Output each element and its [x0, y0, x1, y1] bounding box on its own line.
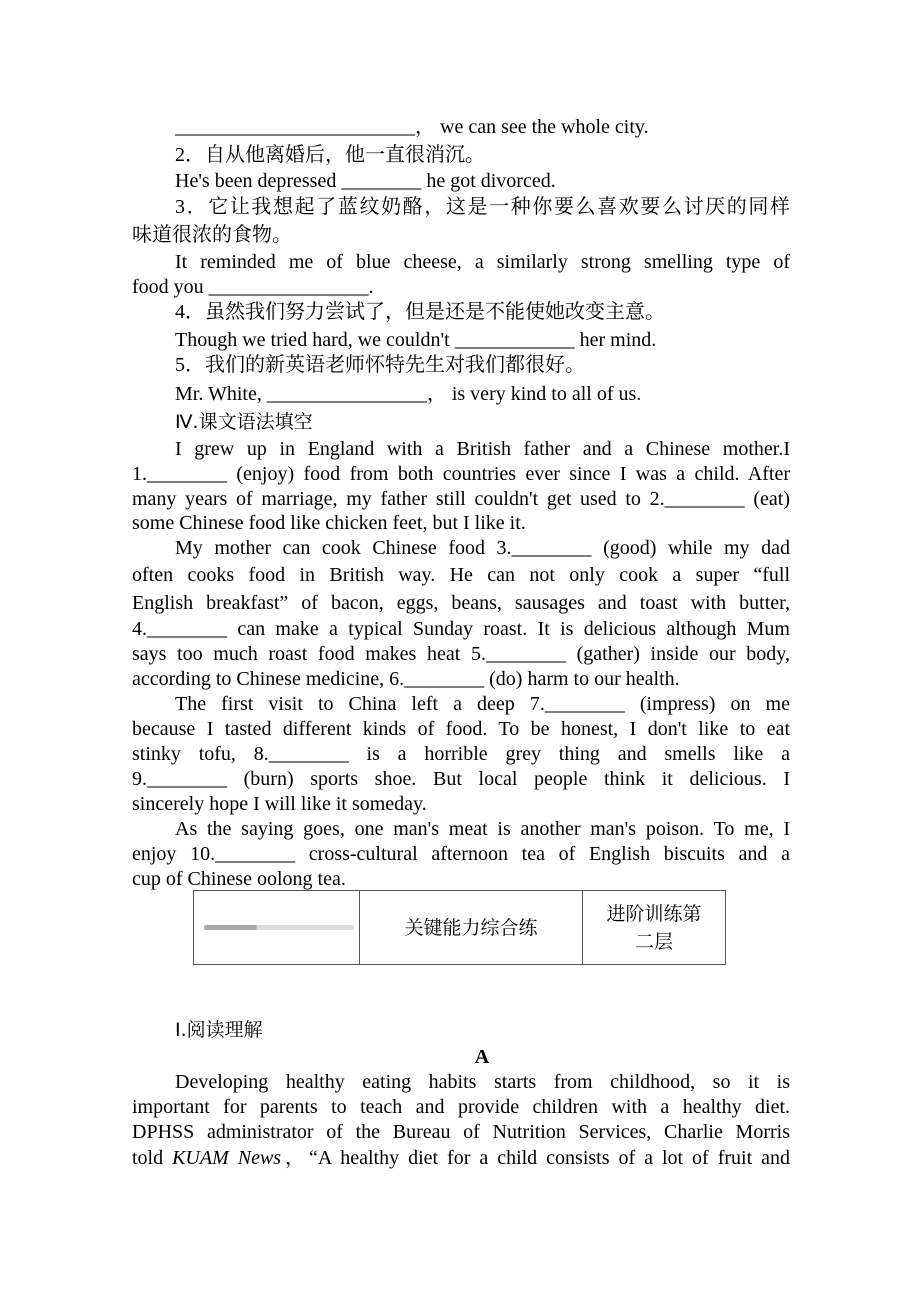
text-line: 9.________ (burn) sports shoe. But local people think it delicious. I [132, 768, 790, 790]
text-line: The first visit to China left a deep 7.________ (impress) on me [175, 693, 790, 715]
text-line: enjoy 10.________ cross-cultural afternoon tea of English biscuits and a [132, 843, 790, 865]
text-line: many years of marriage, my father still couldn't get used to 2.________ (eat) [132, 488, 790, 510]
text-line: He's been depressed ________ he got divorced. [175, 170, 556, 192]
text-line: says too much roast food makes heat 5.________ (gather) inside our body, [132, 643, 790, 665]
text-segment: ，“A healthy diet for a child consists of a lot of fruit and [281, 1147, 790, 1169]
text-line: Though we tried hard, we couldn't ____________ her mind. [175, 329, 657, 351]
banner-title-cell: 关键能力综合练 [360, 891, 583, 964]
text-line: 4．虽然我们努力尝试了，但是还是不能使她改变主意。 [175, 301, 665, 323]
section-heading: Ⅰ.阅读理解 [175, 1019, 263, 1041]
banner-level-cell [583, 891, 725, 964]
text-line: often cooks food in British way. He can not only cook a super “full [132, 564, 790, 586]
text-line: 1.________ (enjoy) food from both countries ever since I was a child. After [132, 463, 790, 485]
decorative-bar-icon [204, 925, 354, 930]
section-letter: A [474, 1046, 490, 1068]
text-line: 2．自从他离婚后，他一直很消沉。 [175, 144, 485, 166]
text-line: 3．它让我想起了蓝纹奶酪，这是一种你要么喜欢要么讨厌的同样 [175, 196, 790, 218]
banner-level-line-1: 进阶训练第 [606, 902, 702, 925]
text-line: I grew up in England with a British father and a Chinese mother.I [175, 438, 790, 460]
text-line: As the saying goes, one man's meat is another man's poison. To me, I [175, 818, 790, 840]
text-line: cup of Chinese oolong tea. [132, 868, 346, 890]
text-line: ________________________， we can see the whole city. [175, 116, 649, 138]
text-line: 味道很浓的食物。 [132, 224, 292, 246]
text-line: food you ________________. [132, 276, 374, 298]
source-name: KUAM News [172, 1147, 282, 1169]
text-line: important for parents to teach and provide children with a healthy diet. [132, 1096, 790, 1118]
text-line: some Chinese food like chicken feet, but I like it. [132, 512, 526, 534]
text-line: Developing healthy eating habits starts from childhood, so it is [175, 1071, 790, 1093]
section-banner-table [193, 890, 726, 965]
text-line: sincerely hope I will like it someday. [132, 793, 427, 815]
text-line: English breakfast” of bacon, eggs, beans, sausages and toast with butter, [132, 592, 790, 614]
text-line: Mr. White, ________________， is very kind to all of us. [175, 383, 642, 405]
section-heading: Ⅳ.课文语法填空 [175, 411, 313, 433]
banner-level-line-2: 二层 [634, 930, 673, 953]
text-line: because I tasted different kinds of food. To be honest, I don't like to eat [132, 718, 790, 740]
text-line: My mother can cook Chinese food 3.________ (good) while my dad [175, 537, 790, 559]
text-line: It reminded me of blue cheese, a similarly strong smelling type of [175, 251, 790, 273]
text-line: stinky tofu, 8.________ is a horrible grey thing and smells like a [132, 743, 790, 765]
banner-decoration-cell [194, 891, 360, 964]
text-segment: told [132, 1147, 173, 1169]
text-line: according to Chinese medicine, 6.________ (do) harm to our health. [132, 668, 680, 690]
text-line: 5．我们的新英语老师怀特先生对我们都很好。 [175, 354, 585, 376]
text-line: 4.________ can make a typical Sunday roast. It is delicious although Mum [132, 618, 790, 640]
text-line: DPHSS administrator of the Bureau of Nutrition Services, Charlie Morris [132, 1121, 790, 1143]
text-line [132, 1146, 790, 1170]
